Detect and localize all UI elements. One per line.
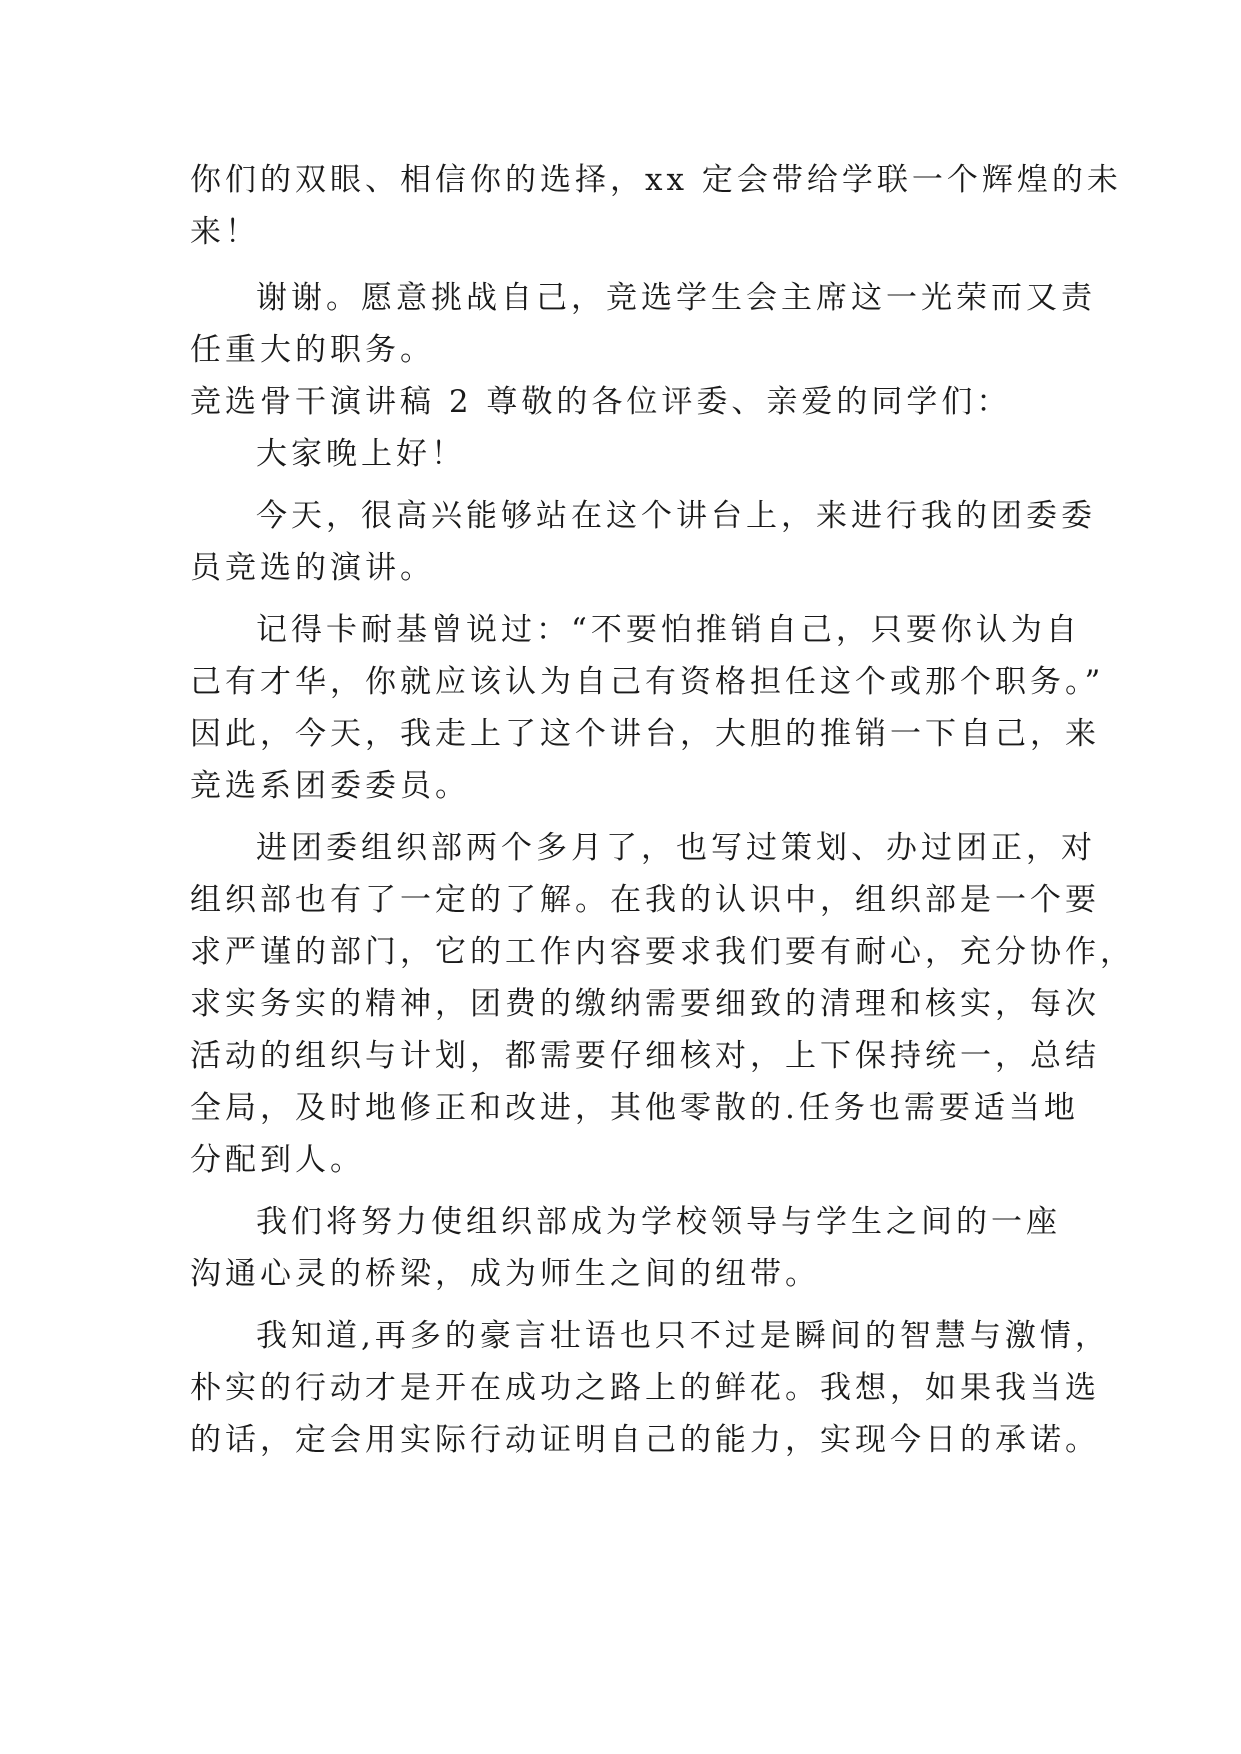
text-line: 求实务实的精神，团费的缴纳需要细致的清理和核实，每次 (190, 986, 1100, 1022)
greeting-line: 大家晚上好！ (256, 436, 466, 472)
text-line: 全局，及时地修正和改进，其他零散的.任务也需要适当地 (190, 1090, 1079, 1126)
text-line: 因此，今天，我走上了这个讲台，大胆的推销一下自己，来 (190, 716, 1100, 752)
text-line: 你们的双眼、相信你的选择，xx 定会带给学联一个辉煌的未 (190, 162, 1122, 198)
text-line: 分配到人。 (190, 1142, 365, 1178)
paragraph-start-line: 记得卡耐基曾说过：“不要怕推销自己，只要你认为自 (256, 612, 1081, 648)
text-line: 来！ (190, 214, 260, 250)
paragraph-start-line: 谢谢。愿意挑战自己，竞选学生会主席这一光荣而又责 (256, 280, 1096, 316)
text-line: 活动的组织与计划，都需要仔细核对，上下保持统一，总结 (190, 1038, 1100, 1074)
text-line: 己有才华，你就应该认为自己有资格担任这个或那个职务。” (190, 664, 1105, 700)
paragraph-start-line: 我们将努力使组织部成为学校领导与学生之间的一座 (256, 1204, 1061, 1240)
text-line: 组织部也有了一定的了解。在我的认识中，组织部是一个要 (190, 882, 1100, 918)
paragraph-start-line: 进团委组织部两个多月了，也写过策划、办过团正，对 (256, 830, 1096, 866)
paragraph-start-line: 我知道,再多的豪言壮语也只不过是瞬间的智慧与激情， (256, 1318, 1110, 1354)
paragraph-start-line: 今天，很高兴能够站在这个讲台上，来进行我的团委委 (256, 498, 1096, 534)
section-heading: 竞选骨干演讲稿 2 尊敬的各位评委、亲爱的同学们： (190, 384, 1012, 420)
text-line: 员竞选的演讲。 (190, 550, 435, 586)
text-line: 竞选系团委委员。 (190, 768, 470, 804)
text-line: 沟通心灵的桥梁，成为师生之间的纽带。 (190, 1256, 820, 1292)
text-line: 朴实的行动才是开在成功之路上的鲜花。我想，如果我当选 (190, 1370, 1100, 1406)
text-line: 任重大的职务。 (190, 332, 435, 368)
text-line: 的话，定会用实际行动证明自己的能力，实现今日的承诺。 (190, 1422, 1100, 1458)
text-line: 求严谨的部门，它的工作内容要求我们要有耐心，充分协作， (190, 934, 1135, 970)
